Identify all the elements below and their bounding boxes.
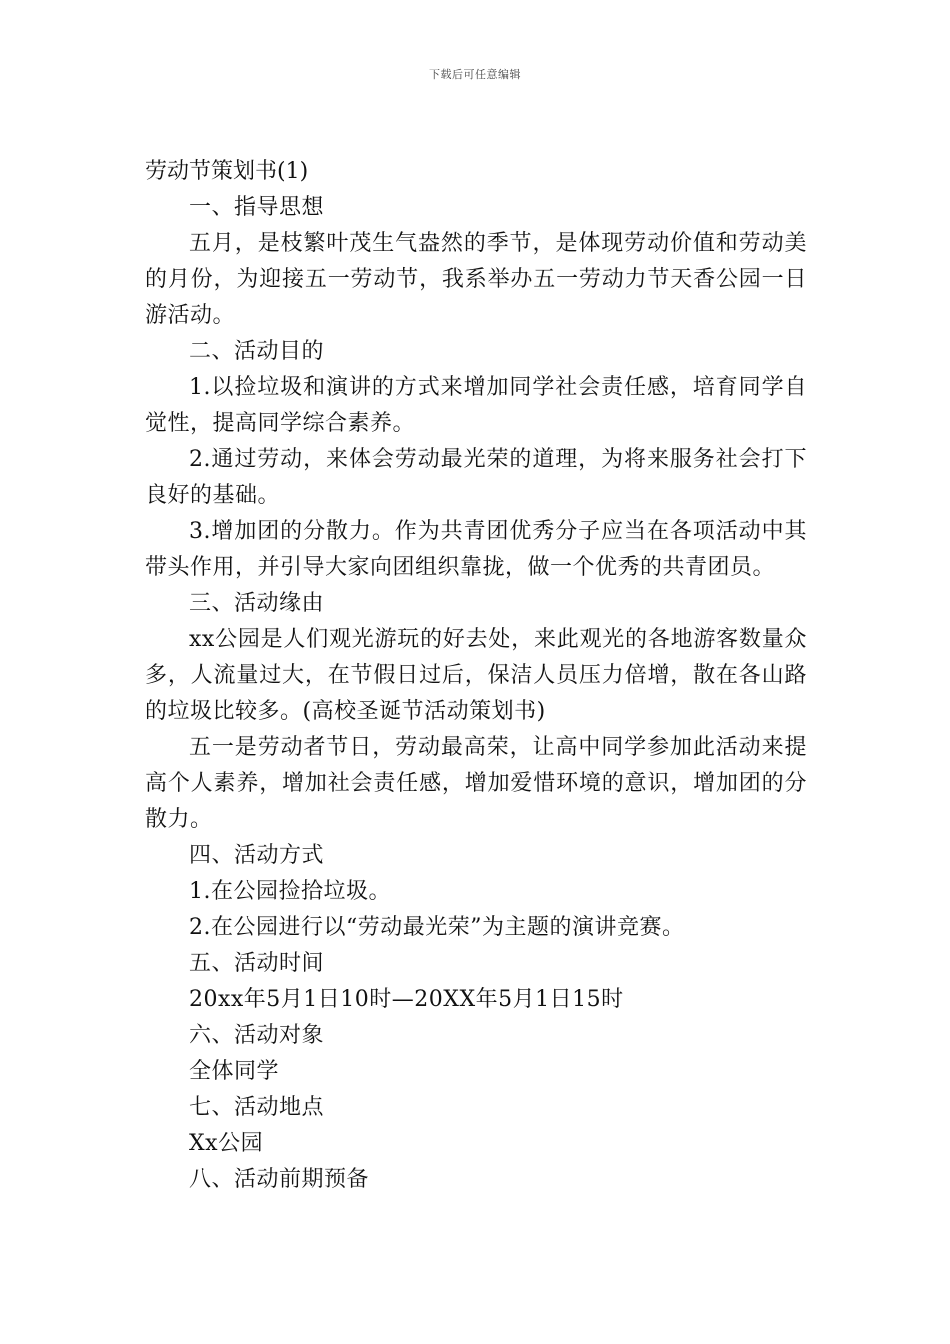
- section-heading-method: 四、活动方式: [189, 843, 325, 868]
- paragraph: 五一是劳动者节日，劳动最高荣，让高中同学参加此活动来提高个人素养，增加社会责任感，增加爱惜环境的意识，增加团的分散力。: [145, 735, 807, 832]
- document-title: 劳动节策划书(1): [145, 159, 309, 184]
- paragraph: 1.在公园捡拾垃圾。: [189, 879, 391, 904]
- paragraph: 全体同学: [189, 1059, 280, 1084]
- paragraph: 3.增加团的分散力。作为共青团优秀分子应当在各项活动中其带头作用，并引导大家向团组织靠拢，做一个优秀的共青团员。: [145, 519, 807, 580]
- section-heading-time: 五、活动时间: [189, 951, 325, 976]
- paragraph: 2.在公园进行以“劳动最光荣”为主题的演讲竞赛。: [189, 915, 685, 940]
- paragraph: 1.以捡垃圾和演讲的方式来增加同学社会责任感，培育同学自觉性，提高同学综合素养。: [145, 375, 807, 436]
- document-body: [145, 154, 807, 1198]
- section-heading-guiding-ideology: 一、指导思想: [189, 195, 325, 220]
- section-heading-reason: 三、活动缘由: [189, 591, 325, 616]
- paragraph: Xx公园: [189, 1131, 264, 1156]
- page-header-note: 下载后可任意编辑: [429, 68, 521, 81]
- section-heading-purpose: 二、活动目的: [189, 339, 325, 364]
- section-heading-location: 七、活动地点: [189, 1095, 325, 1120]
- paragraph: 2.通过劳动，来体会劳动最光荣的道理，为将来服务社会打下良好的基础。: [145, 447, 807, 508]
- paragraph: xx公园是人们观光游玩的好去处，来此观光的各地游客数量众多，人流量过大，在节假日过后，保洁人员压力倍增，散在各山路的垃圾比较多。(高校圣诞节活动策划书): [145, 627, 807, 724]
- section-heading-preparation: 八、活动前期预备: [189, 1167, 370, 1192]
- paragraph: 五月，是枝繁叶茂生气盎然的季节，是体现劳动价值和劳动美的月份，为迎接五一劳动节，我系举办五一劳动力节天香公园一日游活动。: [145, 231, 807, 328]
- section-heading-audience: 六、活动对象: [189, 1023, 325, 1048]
- paragraph: 20xx年5月1日10时—20XX年5月1日15时: [189, 987, 624, 1012]
